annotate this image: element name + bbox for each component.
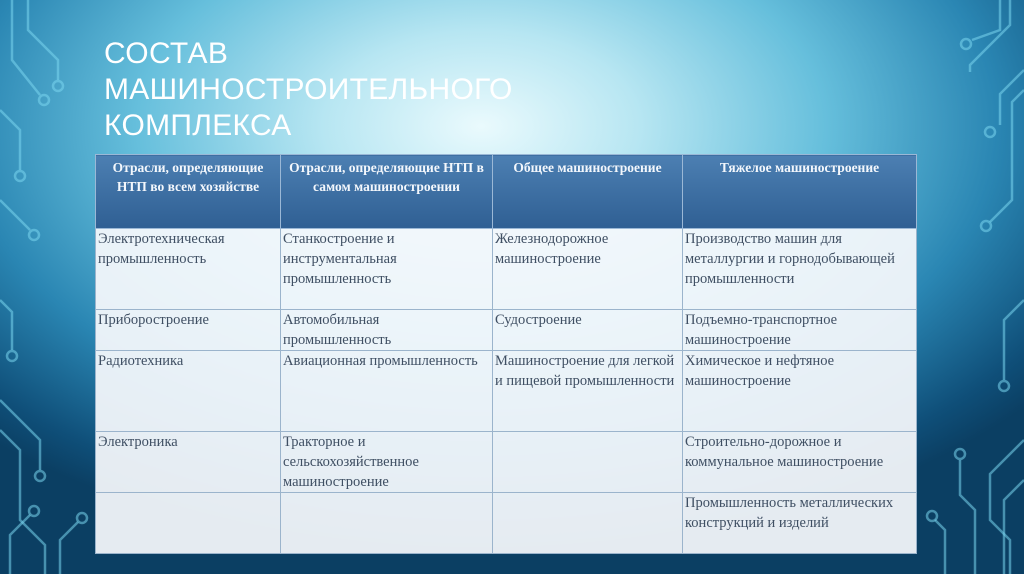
table-cell: Электроника bbox=[96, 432, 281, 493]
table-row bbox=[96, 229, 917, 310]
table-cell: Автомобильная промышленность bbox=[281, 310, 493, 351]
table-cell: Приборостроение bbox=[96, 310, 281, 351]
table-cell: Авиационная промышленность bbox=[281, 351, 493, 432]
table-cell bbox=[281, 493, 493, 554]
table-cell: Машиностроение для легкой и пищевой промышленности bbox=[493, 351, 683, 432]
header-heavy-machinebuilding: Тяжелое машиностроение bbox=[683, 155, 917, 229]
table-cell: Производство машин для металлургии и горнодобывающей промышленности bbox=[683, 229, 917, 310]
slide-title-line-3: КОМПЛЕКСА bbox=[104, 109, 292, 142]
table-header-row bbox=[96, 155, 917, 229]
table-cell: Радиотехника bbox=[96, 351, 281, 432]
table-cell: Судостроение bbox=[493, 310, 683, 351]
table-cell: Подъемно-транспортное машиностроение bbox=[683, 310, 917, 351]
table-cell: Промышленность металлических конструкций и изделий bbox=[683, 493, 917, 554]
table-row bbox=[96, 351, 917, 432]
slide-title-line-1: СОСТАВ bbox=[104, 37, 229, 70]
table-cell bbox=[96, 493, 281, 554]
table-cell: Станкостроение и инструментальная промышленность bbox=[281, 229, 493, 310]
table-cell: Тракторное и сельскохозяйственное машиностроение bbox=[281, 432, 493, 493]
table-row bbox=[96, 310, 917, 351]
table-cell: Электротехническая промышленность bbox=[96, 229, 281, 310]
table-cell: Химическое и нефтяное машиностроение bbox=[683, 351, 917, 432]
table-cell: Железнодорожное машиностроение bbox=[493, 229, 683, 310]
table-cell bbox=[493, 432, 683, 493]
header-general-machinebuilding: Общее машиностроение bbox=[493, 155, 683, 229]
table-cell bbox=[493, 493, 683, 554]
slide-title-line-2: МАШИНОСТРОИТЕЛЬНОГО bbox=[104, 73, 513, 106]
header-ntp-economy: Отрасли, определяющие НТП во всем хозяйстве bbox=[96, 155, 281, 229]
slide-title bbox=[104, 36, 664, 144]
table-row bbox=[96, 432, 917, 493]
table-cell: Строительно-дорожное и коммунальное машиностроение bbox=[683, 432, 917, 493]
table-row bbox=[96, 493, 917, 554]
header-ntp-machinebuilding: Отрасли, определяющие НТП в самом машиностроении bbox=[281, 155, 493, 229]
industry-table bbox=[95, 154, 917, 554]
